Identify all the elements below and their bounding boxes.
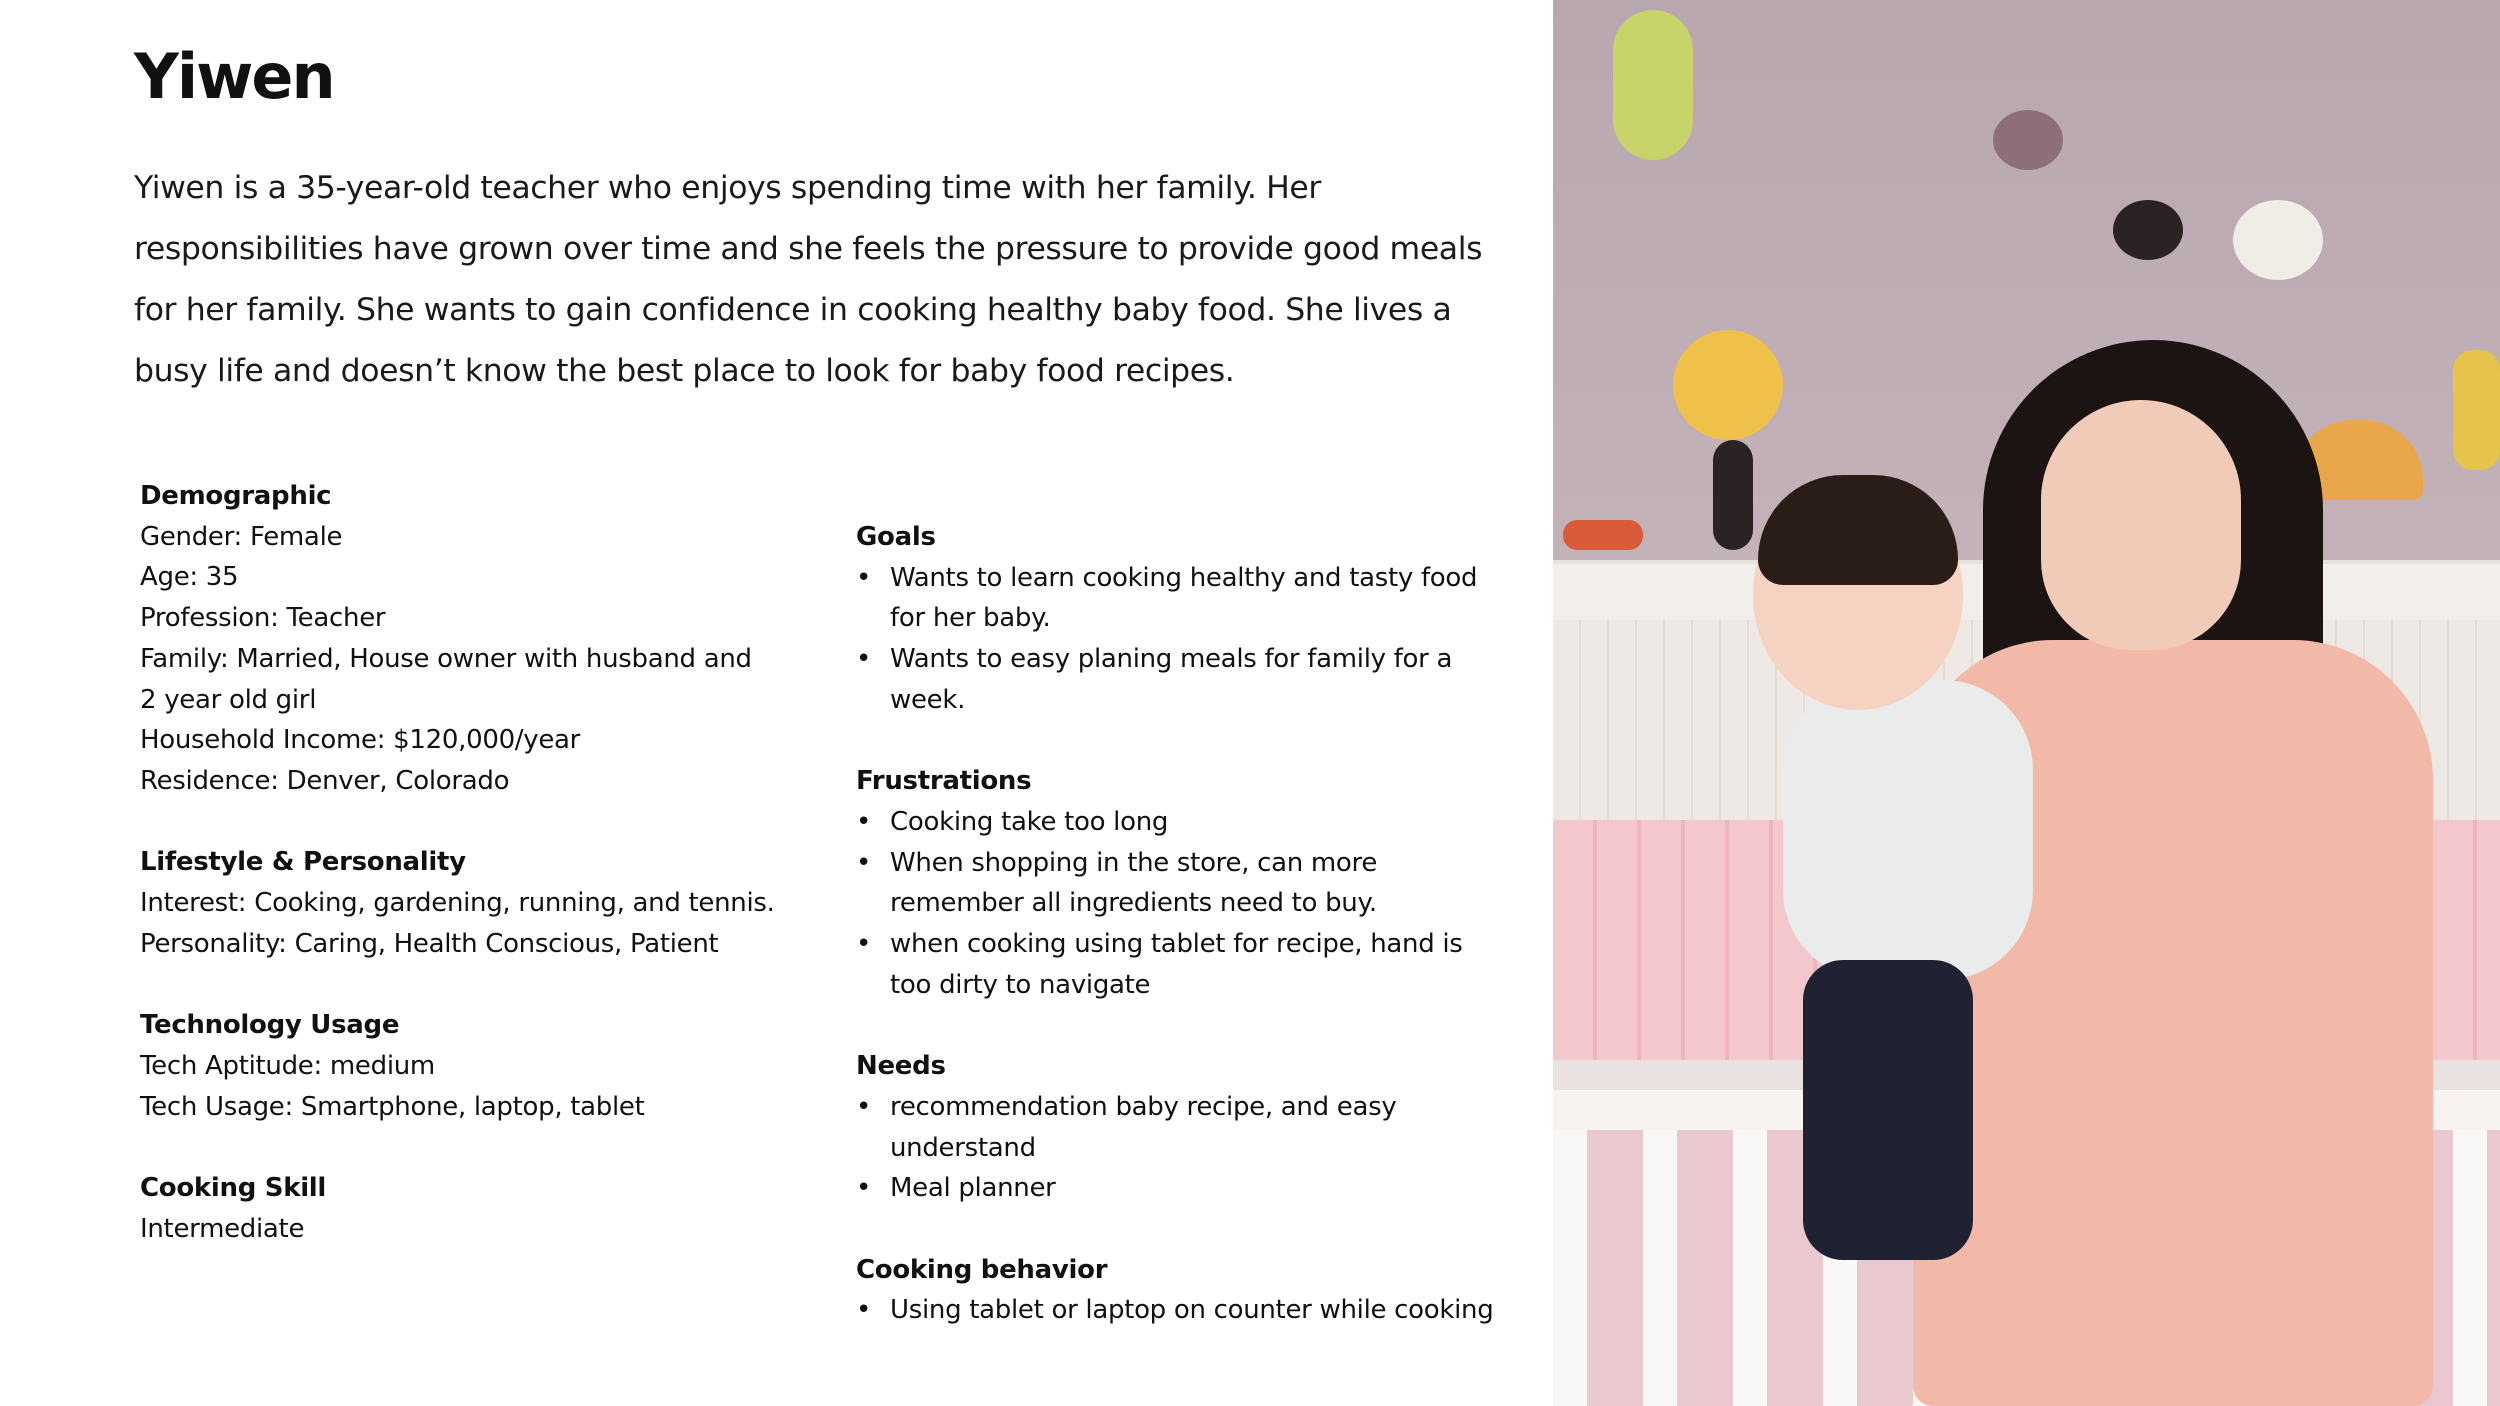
needs-section	[856, 1046, 1506, 1209]
technology-aptitude: Tech Aptitude: medium	[140, 1050, 435, 1081]
frustrations-section	[856, 761, 1506, 1005]
wall-decal	[1563, 520, 1643, 550]
lifestyle-section	[140, 842, 780, 964]
demographic-family: Family: Married, House owner with husband and 2 year old girl	[140, 643, 752, 715]
cooking-skill-heading: Cooking Skill	[140, 1172, 327, 1203]
profile-column	[140, 476, 780, 1290]
persona-name: Yiwen	[134, 40, 334, 113]
cooking-behavior-list	[856, 1290, 1506, 1331]
persona-intro: Yiwen is a 35-year-old teacher who enjoys spending time with her family. Her responsibilities have grown over time and she feels the pressure to provide good meals for her family. She wants to gain confidence in cooking healthy baby food. She lives a busy life and doesn’t know the best place to look for baby food recipes.	[134, 170, 1483, 389]
technology-usage: Tech Usage: Smartphone, laptop, tablet	[140, 1091, 645, 1122]
baby-body	[1783, 680, 2033, 980]
needs-list	[856, 1087, 1506, 1209]
goals-list	[856, 558, 1506, 721]
demographic-age: Age: 35	[140, 562, 239, 593]
list-item: • Using tablet or laptop on counter while cooking	[856, 1290, 1506, 1331]
persona-photo	[1553, 0, 2500, 1406]
list-item: • Wants to easy planing meals for family for a week.	[856, 639, 1506, 720]
demographic-gender: Gender: Female	[140, 521, 343, 552]
technology-section	[140, 1005, 780, 1127]
baby-legs	[1803, 960, 1973, 1260]
goals-section	[856, 517, 1506, 721]
lifestyle-heading: Lifestyle & Personality	[140, 847, 466, 878]
cooking-behavior-section	[856, 1250, 1506, 1331]
demographic-income: Household Income: $120,000/year	[140, 725, 581, 756]
cooking-behavior-heading: Cooking behavior	[856, 1254, 1108, 1285]
list-item: • When shopping in the store, can more remember all ingredients need to buy.	[856, 843, 1506, 924]
wall-decal	[1673, 330, 1783, 440]
wall-decal	[1993, 110, 2063, 170]
baby-hair	[1758, 475, 1958, 585]
needs-heading: Needs	[856, 1051, 946, 1082]
lifestyle-interest: Interest: Cooking, gardening, running, and tennis.	[140, 888, 775, 919]
cooking-skill-level: Intermediate	[140, 1213, 305, 1244]
wall-decal	[2453, 350, 2500, 470]
mother-face	[2041, 400, 2241, 650]
list-item: • Wants to learn cooking healthy and tasty food for her baby.	[856, 558, 1506, 639]
wall-decal	[1613, 10, 1693, 160]
wall-decal	[2113, 200, 2183, 260]
cooking-skill-section	[140, 1168, 780, 1249]
frustrations-list	[856, 802, 1506, 1006]
wall-decal	[1713, 440, 1753, 550]
demographic-heading: Demographic	[140, 481, 332, 511]
list-item: • when cooking using tablet for recipe, hand is too dirty to navigate	[856, 924, 1506, 1005]
technology-heading: Technology Usage	[140, 1010, 400, 1041]
needs-column	[856, 517, 1506, 1372]
list-item: • Meal planner	[856, 1168, 1506, 1209]
list-item: • recommendation baby recipe, and easy understand	[856, 1087, 1506, 1168]
list-item: • Cooking take too long	[856, 802, 1506, 843]
demographic-section	[140, 476, 780, 802]
demographic-profession: Profession: Teacher	[140, 603, 386, 634]
frustrations-heading: Frustrations	[856, 766, 1032, 797]
wall-decal	[2233, 200, 2323, 280]
goals-heading: Goals	[856, 522, 936, 552]
demographic-residence: Residence: Denver, Colorado	[140, 765, 510, 796]
lifestyle-personality: Personality: Caring, Health Conscious, Patient	[140, 928, 719, 959]
